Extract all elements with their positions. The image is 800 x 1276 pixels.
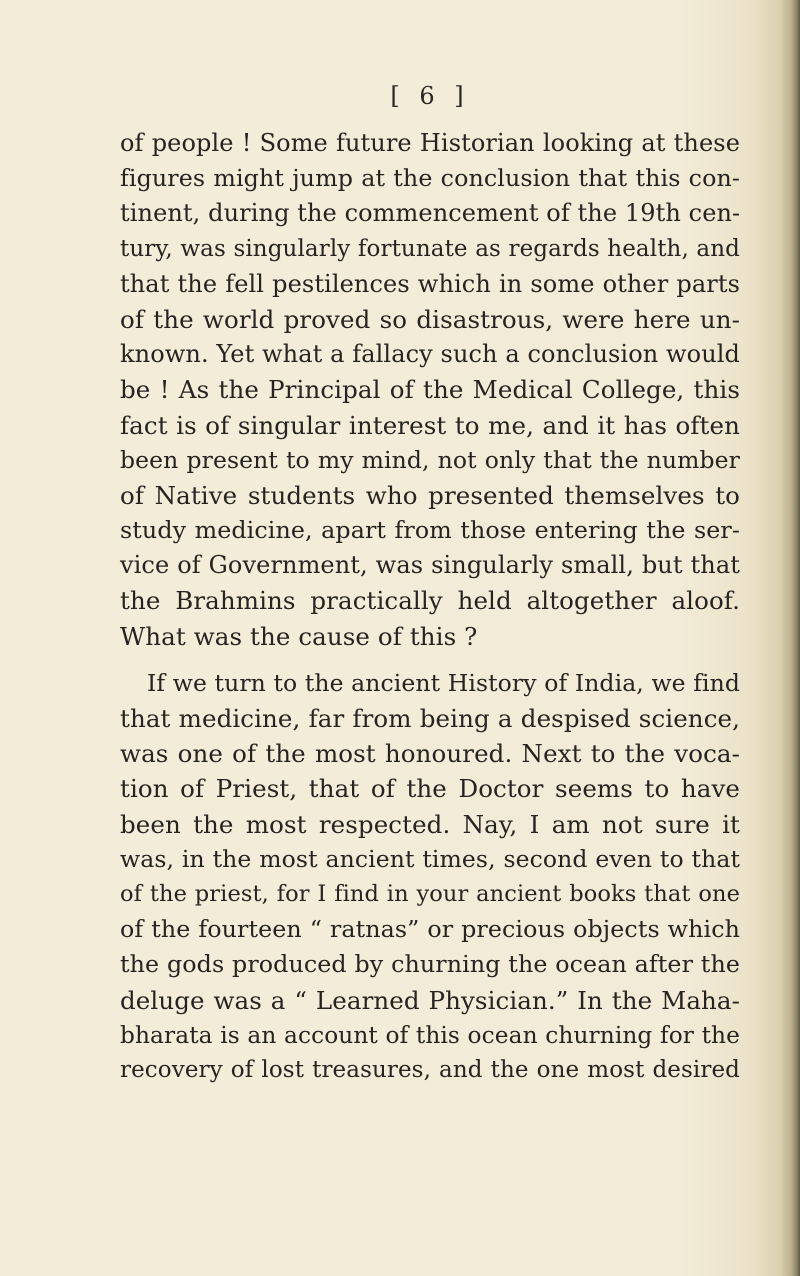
- text-line: bharata is an account of this ocean churning for the: [120, 1021, 740, 1049]
- text-line: figures might jump at the conclusion that this con-: [120, 164, 740, 193]
- text-line: that medicine, far from being a despised science,: [120, 704, 740, 733]
- paragraph-1: [120, 126, 740, 654]
- text-line: tinent, during the commencement of the 19th cen-: [120, 199, 741, 228]
- text-line: deluge was a “ Learned Physician.” In the Maha-: [120, 985, 740, 1015]
- text-line: If we turn to the ancient History of India, we find: [147, 668, 741, 697]
- text-line: that the fell pestilences which in some other parts: [120, 269, 740, 298]
- text-line: tion of Priest, that of the Doctor seems to have: [120, 774, 740, 804]
- paragraph-gap: [120, 654, 740, 666]
- text-line: vice of Government, was singularly small, but that: [120, 551, 740, 580]
- paragraph-2: [120, 666, 740, 1088]
- page-number: [ 6 ]: [390, 82, 470, 110]
- page-edge-shadow: [780, 0, 800, 1276]
- text-line: tury, was singularly fortunate as regards health, and: [120, 235, 740, 262]
- text-line: of Native students who presented themselves to: [120, 480, 740, 510]
- text-line: study medicine, apart from those entering the ser-: [120, 516, 740, 545]
- text-line: was one of the most honoured. Next to the voca-: [120, 739, 740, 769]
- text-line: been the most respected. Nay, I am not sure it: [120, 809, 740, 839]
- text-line: be ! As the Principal of the Medical College, this: [120, 375, 740, 405]
- text-line: recovery of lost treasures, and the one most desired: [120, 1056, 740, 1083]
- text-line: What was the cause of this ?: [120, 621, 478, 651]
- text-line: of people ! Some future Historian looking at these: [120, 129, 740, 157]
- body-text: [120, 126, 740, 1088]
- text-line: the Brahmins practically held altogether aloof.: [120, 586, 740, 616]
- text-line: was, in the most ancient times, second even to that: [120, 844, 740, 873]
- text-line: of the priest, for I find in your ancient books that one: [120, 880, 740, 907]
- text-line: been present to my mind, not only that the number: [120, 445, 740, 474]
- text-line: of the fourteen “ ratnas” or precious objects which: [120, 915, 740, 944]
- text-line: known. Yet what a fallacy such a conclusion would: [120, 340, 741, 369]
- text-line: of the world proved so disastrous, were here un-: [120, 304, 740, 334]
- text-line: the gods produced by churning the ocean after the: [120, 950, 740, 979]
- text-line: fact is of singular interest to me, and it has often: [120, 410, 740, 440]
